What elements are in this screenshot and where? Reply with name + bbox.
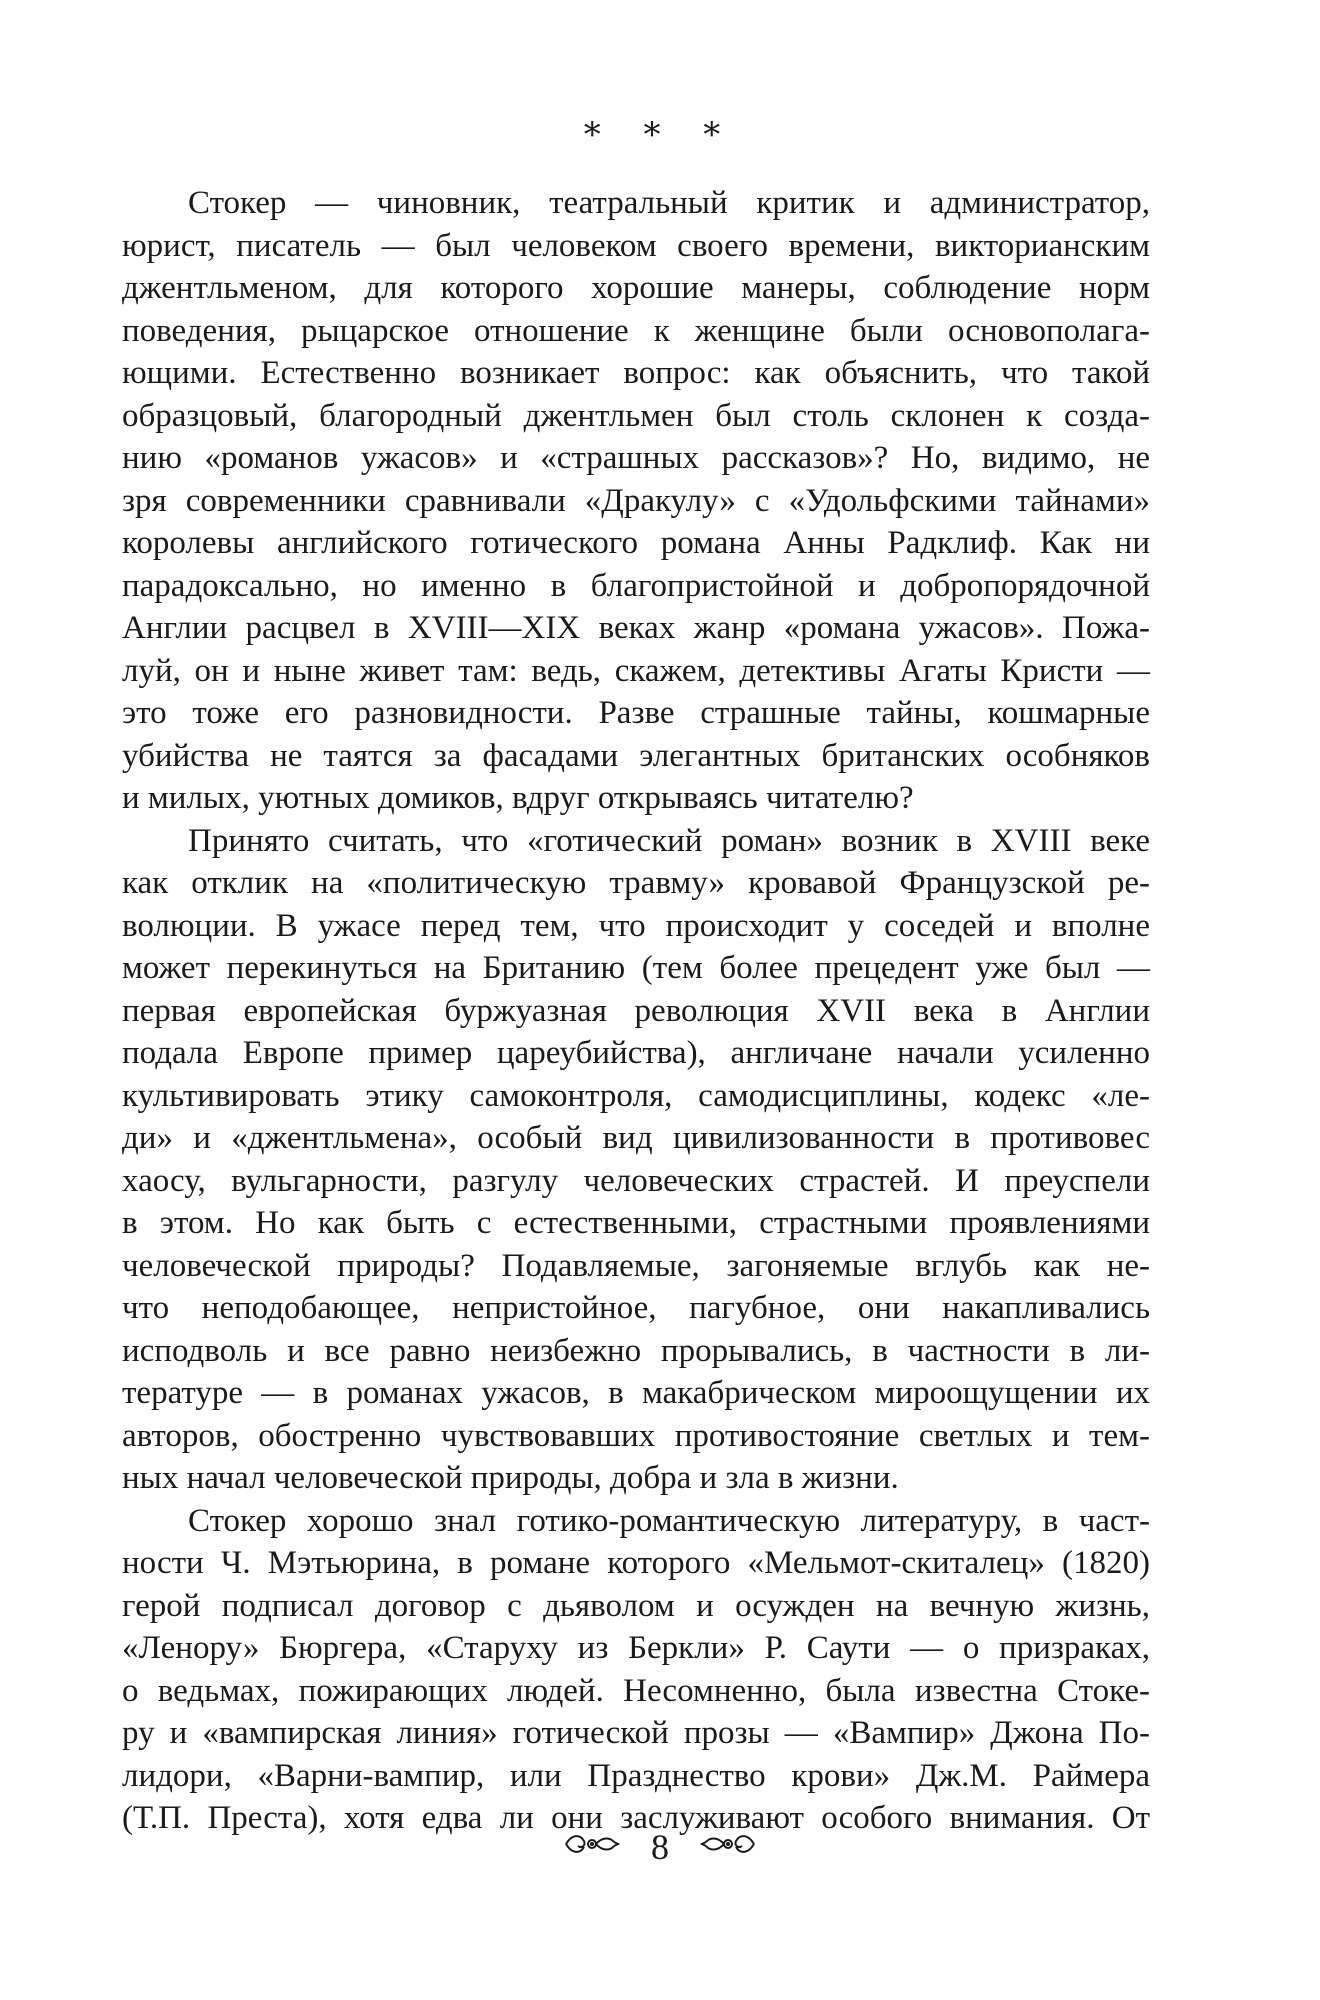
text-line: джентльменом, для которого хорошие манеры, соблюдение норм bbox=[122, 270, 1150, 306]
text-line: авторов, обостренно чувствовавших противостояние светлых и тем- bbox=[122, 1417, 1150, 1454]
text-line: ру и «вампирская линия» готической прозы — «Вампир» Джона По- bbox=[122, 1715, 1150, 1751]
text-line: герой подписал договор с дьяволом и осужден на вечную жизнь, bbox=[122, 1587, 1150, 1624]
text-line: парадоксально, но именно в благопристойной и добропорядочной bbox=[122, 567, 1150, 604]
text-line: о ведьмах, пожирающих людей. Несомненно, была известна Стоке- bbox=[122, 1672, 1150, 1709]
text-line: «Ленору» Бюргера, «Старуху из Беркли» Р. Саути — о призраках, bbox=[122, 1630, 1150, 1666]
text-line: хаосу, вульгарности, разгулу человеческих страстей. И преуспели bbox=[122, 1162, 1150, 1199]
paragraph bbox=[122, 820, 1150, 1500]
text-line: Принято считать, что «готический роман» возник в XVIII веке bbox=[188, 822, 1150, 859]
text-line: исподволь и все равно неизбежно прорывались, в частности в ли- bbox=[122, 1332, 1150, 1369]
paragraph bbox=[122, 1500, 1150, 1840]
text-line: первая европейская буржуазная революция XVII века в Англии bbox=[122, 992, 1150, 1029]
text-line: что неподобающее, непристойное, пагубное, они накапливались bbox=[122, 1290, 1150, 1326]
text-line: человеческой природы? Подавляемые, загоняемые вглубь как не- bbox=[122, 1247, 1150, 1284]
text-line: ди» и «джентльмена», особый вид цивилизованности в противовес bbox=[122, 1120, 1150, 1156]
paragraph bbox=[122, 182, 1150, 820]
floral-ornament-icon bbox=[700, 1826, 758, 1868]
text-line: это тоже его разновидности. Разве страшные тайны, кошмарные bbox=[122, 695, 1150, 731]
text-line: Стокер хорошо знал готико-романтическую литературу, в част- bbox=[188, 1502, 1150, 1539]
text-line: может перекинуться на Британию (тем более прецедент уже был — bbox=[122, 950, 1150, 986]
text-line: убийства не таятся за фасадами элегантных британских особняков bbox=[122, 737, 1150, 774]
text-line: королевы английского готического романа Анны Радклиф. Как ни bbox=[122, 525, 1150, 561]
text-line: ных начал человеческой природы, добра и зла в жизни. bbox=[122, 1460, 899, 1496]
page-number: 8 bbox=[651, 1826, 669, 1867]
section-separator: * * * bbox=[583, 115, 737, 155]
text-line: юрист, писатель — был человеком своего времени, викторианским bbox=[122, 227, 1150, 264]
text-line: тературе — в романах ужасов, в макабрическом мироощущении их bbox=[122, 1375, 1150, 1411]
text-line: и милых, уютных домиков, вдруг открываясь читателю? bbox=[122, 780, 914, 816]
text-line: как отклик на «политическую травму» кровавой Французской ре- bbox=[122, 865, 1150, 901]
text-line: (Т.П. Преста), хотя едва ли они заслуживают особого внимания. От bbox=[122, 1800, 1150, 1836]
text-line: нию «романов ужасов» и «страшных рассказов»? Но, видимо, не bbox=[122, 440, 1150, 476]
text-line: ющими. Естественно возникает вопрос: как объяснить, что такой bbox=[122, 355, 1150, 391]
text-line: подала Европе пример цареубийства), англичане начали усиленно bbox=[122, 1035, 1150, 1071]
text-line: образцовый, благородный джентльмен был столь склонен к созда- bbox=[122, 397, 1150, 434]
text-line: Стокер — чиновник, театральный критик и администратор, bbox=[188, 185, 1150, 221]
text-line: ности Ч. Мэтьюрина, в романе которого «Мельмот-скиталец» (1820) bbox=[122, 1545, 1150, 1581]
text-line: лидори, «Варни-вампир, или Празднество крови» Дж.М. Раймера bbox=[122, 1757, 1150, 1794]
page-footer bbox=[0, 1822, 1320, 1868]
text-line: луй, он и ныне живет там: ведь, скажем, детективы Агаты Кристи — bbox=[122, 652, 1150, 689]
text-line: зря современники сравнивали «Дракулу» с «Удольфскими тайнами» bbox=[122, 482, 1150, 519]
text-line: волюции. В ужасе перед тем, что происходит у соседей и вполне bbox=[122, 907, 1150, 944]
text-line: в этом. Но как быть с естественными, страстными проявлениями bbox=[122, 1205, 1150, 1241]
text-line: поведения, рыцарское отношение к женщине были основополага- bbox=[122, 312, 1150, 349]
floral-ornament-icon bbox=[562, 1826, 620, 1868]
text-line: культивировать этику самоконтроля, самодисциплины, кодекс «ле- bbox=[122, 1077, 1150, 1114]
body-text bbox=[122, 182, 1150, 1840]
text-line: Англии расцвел в XVIII—XIX веках жанр «романа ужасов». Пожа- bbox=[122, 610, 1150, 646]
